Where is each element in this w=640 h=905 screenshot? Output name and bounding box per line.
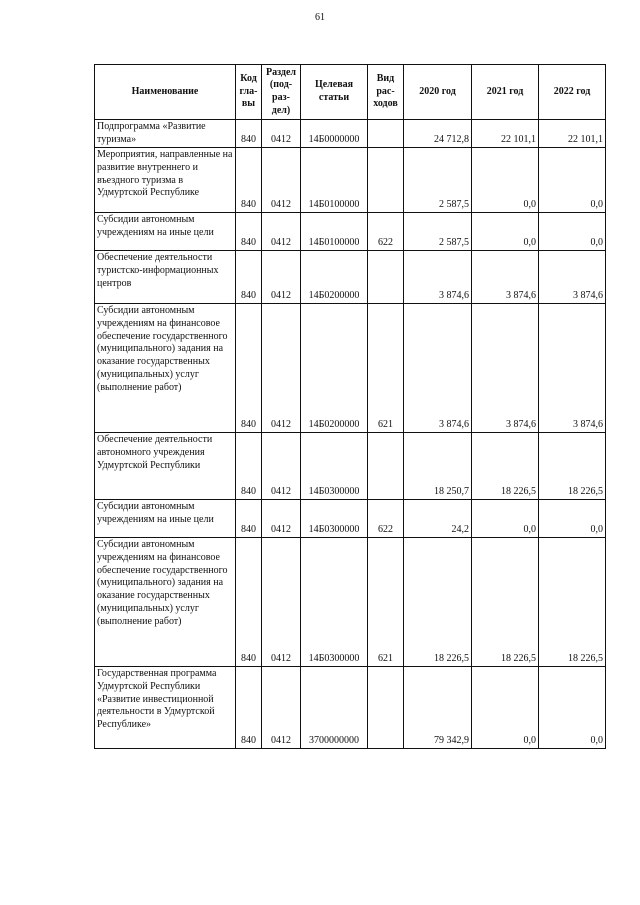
cell-name: Обеспечение деятельности туристско-информационных центров — [95, 251, 236, 304]
header-chapter-code: Код гла-вы — [236, 65, 262, 120]
cell-name: Субсидии автономным учреждениям на финансовое обеспечение государственного (муниципального) задания на оказание государственных (муниципальных) услуг (выполнение работ) — [95, 538, 236, 667]
cell-target-article: 14Б0200000 — [301, 304, 368, 433]
cell-year-2020: 24 712,8 — [404, 120, 472, 148]
cell-expense-type: 621 — [368, 304, 404, 433]
cell-section: 0412 — [262, 433, 301, 500]
header-year-2021: 2021 год — [472, 65, 539, 120]
header-year-2022: 2022 год — [539, 65, 606, 120]
cell-expense-type: 622 — [368, 500, 404, 538]
cell-year-2020: 79 342,9 — [404, 667, 472, 749]
cell-expense-type — [368, 251, 404, 304]
cell-year-2022: 18 226,5 — [539, 538, 606, 667]
cell-section: 0412 — [262, 304, 301, 433]
cell-section: 0412 — [262, 538, 301, 667]
cell-target-article: 14Б0300000 — [301, 538, 368, 667]
cell-target-article: 14Б0100000 — [301, 148, 368, 213]
header-expense-type: Вид рас-ходов — [368, 65, 404, 120]
cell-expense-type — [368, 148, 404, 213]
cell-chapter-code: 840 — [236, 148, 262, 213]
cell-section: 0412 — [262, 251, 301, 304]
table-row — [95, 304, 606, 433]
table-row — [95, 667, 606, 749]
cell-year-2021: 22 101,1 — [472, 120, 539, 148]
cell-section: 0412 — [262, 500, 301, 538]
cell-chapter-code: 840 — [236, 251, 262, 304]
header-target-article: Целевая статьи — [301, 65, 368, 120]
cell-expense-type — [368, 120, 404, 148]
table-header-row — [95, 65, 606, 120]
cell-year-2021: 0,0 — [472, 667, 539, 749]
cell-year-2020: 18 226,5 — [404, 538, 472, 667]
cell-chapter-code: 840 — [236, 304, 262, 433]
cell-year-2021: 18 226,5 — [472, 538, 539, 667]
cell-year-2022: 3 874,6 — [539, 251, 606, 304]
cell-year-2022: 0,0 — [539, 148, 606, 213]
cell-year-2020: 18 250,7 — [404, 433, 472, 500]
cell-name: Субсидии автономным учреждениям на иные цели — [95, 213, 236, 251]
cell-year-2021: 0,0 — [472, 213, 539, 251]
cell-section: 0412 — [262, 213, 301, 251]
header-section: Раздел (под-раз-дел) — [262, 65, 301, 120]
cell-section: 0412 — [262, 148, 301, 213]
cell-name: Подпрограмма «Развитие туризма» — [95, 120, 236, 148]
cell-year-2021: 3 874,6 — [472, 304, 539, 433]
cell-year-2021: 0,0 — [472, 500, 539, 538]
table-row — [95, 433, 606, 500]
cell-name: Государственная программа Удмуртской Республики «Развитие инвестиционной деятельности в Удмуртской Республике» — [95, 667, 236, 749]
cell-section: 0412 — [262, 667, 301, 749]
cell-target-article: 14Б0200000 — [301, 251, 368, 304]
cell-year-2022: 22 101,1 — [539, 120, 606, 148]
cell-target-article: 14Б0100000 — [301, 213, 368, 251]
cell-chapter-code: 840 — [236, 667, 262, 749]
budget-table — [94, 64, 606, 749]
cell-target-article: 3700000000 — [301, 667, 368, 749]
cell-year-2021: 3 874,6 — [472, 251, 539, 304]
cell-year-2022: 0,0 — [539, 213, 606, 251]
cell-year-2021: 0,0 — [472, 148, 539, 213]
cell-year-2022: 18 226,5 — [539, 433, 606, 500]
cell-chapter-code: 840 — [236, 213, 262, 251]
cell-name: Мероприятия, направленные на развитие внутреннего и въездного туризма в Удмуртской Республике — [95, 148, 236, 213]
table-row — [95, 120, 606, 148]
cell-expense-type: 621 — [368, 538, 404, 667]
cell-chapter-code: 840 — [236, 120, 262, 148]
cell-year-2022: 0,0 — [539, 667, 606, 749]
cell-year-2020: 2 587,5 — [404, 148, 472, 213]
table-row — [95, 148, 606, 213]
header-name: Наименование — [95, 65, 236, 120]
cell-year-2022: 3 874,6 — [539, 304, 606, 433]
cell-year-2020: 3 874,6 — [404, 251, 472, 304]
cell-expense-type — [368, 667, 404, 749]
header-year-2020: 2020 год — [404, 65, 472, 120]
cell-year-2020: 24,2 — [404, 500, 472, 538]
cell-chapter-code: 840 — [236, 500, 262, 538]
page-number: 61 — [315, 12, 325, 23]
cell-target-article: 14Б0000000 — [301, 120, 368, 148]
cell-expense-type — [368, 433, 404, 500]
cell-name: Субсидии автономным учреждениям на иные цели — [95, 500, 236, 538]
table-row — [95, 500, 606, 538]
cell-target-article: 14Б0300000 — [301, 433, 368, 500]
cell-expense-type: 622 — [368, 213, 404, 251]
cell-name: Субсидии автономным учреждениям на финансовое обеспечение государственного (муниципального) задания на оказание государственных (муниципальных) услуг (выполнение работ) — [95, 304, 236, 433]
cell-year-2020: 3 874,6 — [404, 304, 472, 433]
cell-chapter-code: 840 — [236, 433, 262, 500]
table-row — [95, 251, 606, 304]
cell-name: Обеспечение деятельности автономного учреждения Удмуртской Республики — [95, 433, 236, 500]
cell-section: 0412 — [262, 120, 301, 148]
cell-year-2020: 2 587,5 — [404, 213, 472, 251]
table-row — [95, 213, 606, 251]
cell-target-article: 14Б0300000 — [301, 500, 368, 538]
cell-chapter-code: 840 — [236, 538, 262, 667]
cell-year-2021: 18 226,5 — [472, 433, 539, 500]
cell-year-2022: 0,0 — [539, 500, 606, 538]
table-row — [95, 538, 606, 667]
